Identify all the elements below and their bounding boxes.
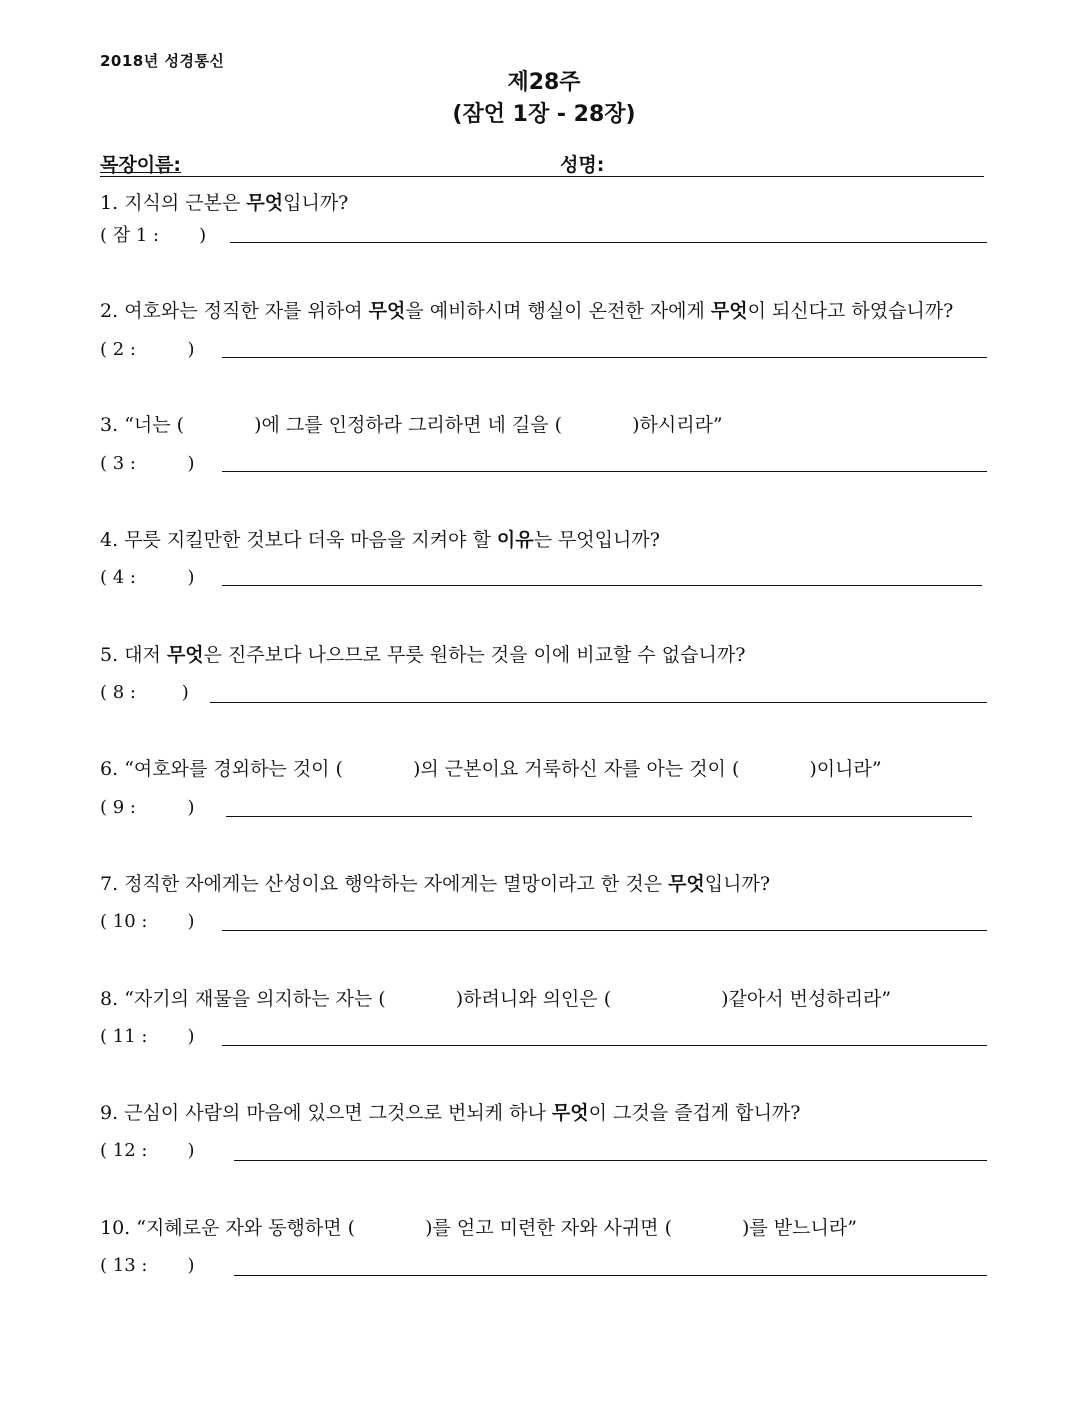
- verse-reference: ( 10 : ): [100, 911, 195, 932]
- question-5: 5. 대저 무엇은 진주보다 나으므로 무릇 원하는 것을 이에 비교할 수 없습니까?: [100, 644, 746, 666]
- answer-line-5[interactable]: [210, 702, 987, 703]
- question-4: 4. 무릇 지킬만한 것보다 더욱 마음을 지켜야 할 이유는 무엇입니까?: [100, 529, 660, 551]
- question-9: 9. 근심이 사람의 마음에 있으면 그것으로 번뇌케 하나 무엇이 그것을 즐겁게 합니까?: [100, 1102, 801, 1124]
- person-name-label: 성명:: [560, 154, 605, 176]
- question-2: 2. 여호와는 정직한 자를 위하여 무엇을 예비하시며 행실이 온전한 자에게 무엇이 되신다고 하였습니까?: [100, 300, 954, 322]
- verse-reference: ( 12 : ): [100, 1140, 195, 1161]
- question-1: 1. 지식의 근본은 무엇입니까?: [100, 192, 349, 214]
- name-row: [100, 148, 984, 177]
- verse-reference: ( 3 : ): [100, 453, 195, 474]
- verse-reference: ( 8 : ): [100, 682, 189, 703]
- verse-reference: ( 9 : ): [100, 797, 195, 818]
- answer-line-9[interactable]: [234, 1160, 987, 1161]
- answer-line-7[interactable]: [222, 930, 987, 931]
- answer-line-1[interactable]: [230, 242, 987, 243]
- verse-reference: ( 4 : ): [100, 567, 195, 588]
- answer-line-6[interactable]: [226, 816, 972, 817]
- verse-reference: ( 2 : ): [100, 339, 195, 360]
- verse-reference: ( 13 : ): [100, 1255, 195, 1276]
- question-7: 7. 정직한 자에게는 산성이요 행악하는 자에게는 멸망이라고 한 것은 무엇입니까?: [100, 873, 771, 895]
- verse-reference: ( 11 : ): [100, 1026, 195, 1047]
- newsletter-title: 2018년 성경통신: [100, 52, 225, 70]
- answer-line-2[interactable]: [222, 357, 987, 358]
- question-6: 6. “여호와를 경외하는 것이 ( )의 근본이요 거룩하신 자를 아는 것이 ( )이니라”: [100, 758, 882, 780]
- answer-line-10[interactable]: [234, 1275, 987, 1276]
- verse-reference: ( 잠 1 : ): [100, 225, 207, 246]
- question-8: 8. “자기의 재물을 의지하는 자는 ( )하려니와 의인은 ( )같아서 번성하리라”: [100, 988, 892, 1010]
- group-name-label: 목장이름:: [100, 154, 182, 176]
- question-10: 10. “지혜로운 자와 동행하면 ( )를 얻고 미련한 자와 사귀면 ( )를 받느니라”: [100, 1217, 857, 1239]
- answer-line-3[interactable]: [222, 471, 987, 472]
- question-3: 3. “너는 ( )에 그를 인정하라 그리하면 네 길을 ( )하시리라”: [100, 414, 723, 436]
- answer-line-4[interactable]: [222, 585, 982, 586]
- answer-line-8[interactable]: [222, 1045, 987, 1046]
- week-title: 제28주: [507, 70, 581, 95]
- chapter-range: (잠언 1장 - 28장): [452, 102, 636, 127]
